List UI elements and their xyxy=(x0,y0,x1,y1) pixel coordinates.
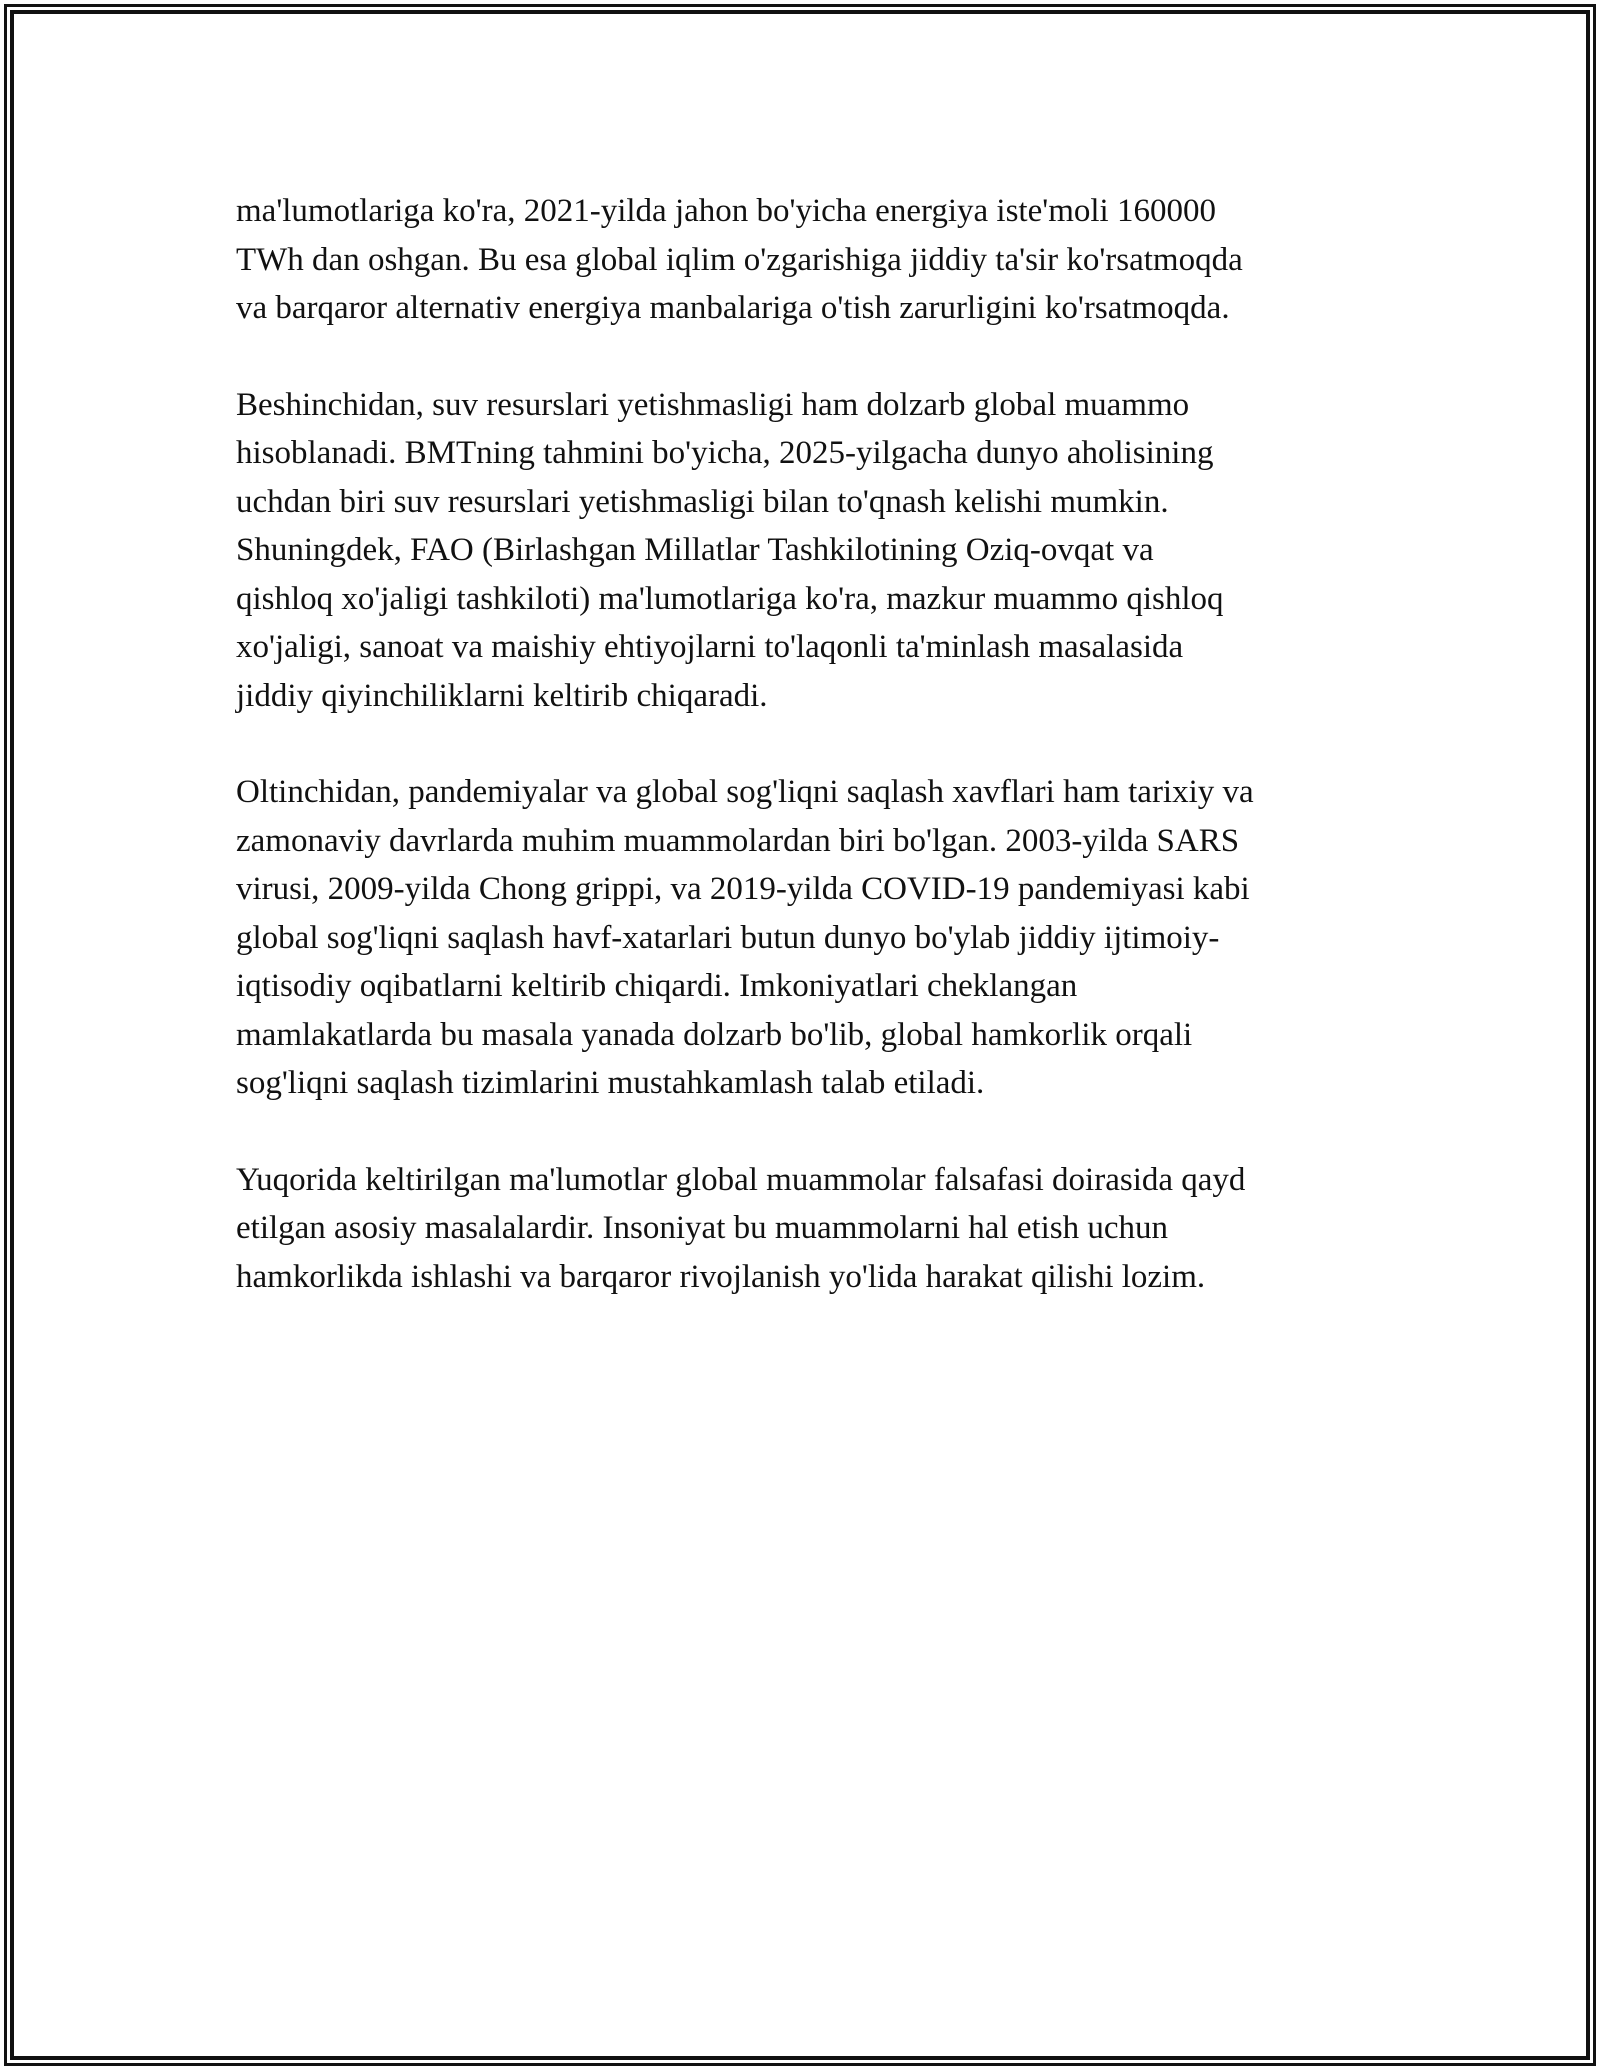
text-line: hamkorlikda ishlashi va barqaror rivojlanish yo'lida harakat qilishi lozim. xyxy=(236,1258,1206,1295)
text-line: virusi, 2009-yilda Chong grippi, va 2019-yilda COVID-19 pandemiyasi kabi xyxy=(236,871,1250,907)
paragraph-water-resources xyxy=(236,381,1376,721)
text-line: TWh dan oshgan. Bu esa global iqlim o'zgarishiga jiddiy ta'sir ko'rsatmoqda xyxy=(236,241,1243,278)
paragraph-energy-consumption xyxy=(236,187,1376,333)
text-line: ma'lumotlariga ko'ra, 2021-yilda jahon bo'yicha energiya iste'moli 160000 xyxy=(236,193,1216,229)
paragraph-pandemics xyxy=(236,768,1376,1108)
text-line: xo'jaligi, sanoat va maishiy ehtiyojlarni to'laqonli ta'minlash masalasida xyxy=(236,629,1184,665)
text-line: hisoblanadi. BMTning tahmini bo'yicha, 2025-yilgacha dunyo aholisining xyxy=(236,435,1214,471)
text-line: Oltinchidan, pandemiyalar va global sog'liqni saqlash xavflari ham tarixiy va xyxy=(236,774,1254,810)
text-line: Shuningdek, FAO (Birlashgan Millatlar Tashkilotining Oziq-ovqat va xyxy=(236,532,1154,568)
document-body xyxy=(236,187,1376,1349)
text-line: etilgan asosiy masalalardir. Insoniyat bu muammolarni hal etish uchun xyxy=(236,1210,1169,1246)
text-line: iqtisodiy oqibatlarni keltirib chiqardi. Imkoniyatlari cheklangan xyxy=(236,968,1078,1004)
text-line: Yuqorida keltirilgan ma'lumotlar global muammolar falsafasi doirasida qayd xyxy=(236,1161,1246,1198)
text-line: va barqaror alternativ energiya manbalariga o'tish zarurligini ko'rsatmoqda. xyxy=(236,290,1230,326)
paragraph-conclusion xyxy=(236,1156,1376,1302)
text-line: zamonaviy davrlarda muhim muammolardan biri bo'lgan. 2003-yilda SARS xyxy=(236,822,1240,859)
text-line: qishloq xo'jaligi tashkiloti) ma'lumotlariga ko'ra, mazkur muammo qishloq xyxy=(236,580,1224,617)
text-line: mamlakatlarda bu masala yanada dolzarb bo'lib, global hamkorlik orqali xyxy=(236,1016,1193,1053)
text-line: jiddiy qiyinchiliklarni keltirib chiqaradi. xyxy=(236,677,768,714)
text-line: uchdan biri suv resurslari yetishmasligi bilan to'qnash kelishi mumkin. xyxy=(236,483,1169,520)
text-line: Beshinchidan, suv resurslari yetishmasligi ham dolzarb global muammo xyxy=(236,386,1190,423)
text-line: sog'liqni saqlash tizimlarini mustahkamlash talab etiladi. xyxy=(236,1065,985,1101)
text-line: global sog'liqni saqlash havf-xatarlari butun dunyo bo'ylab jiddiy ijtimoiy- xyxy=(236,919,1220,956)
